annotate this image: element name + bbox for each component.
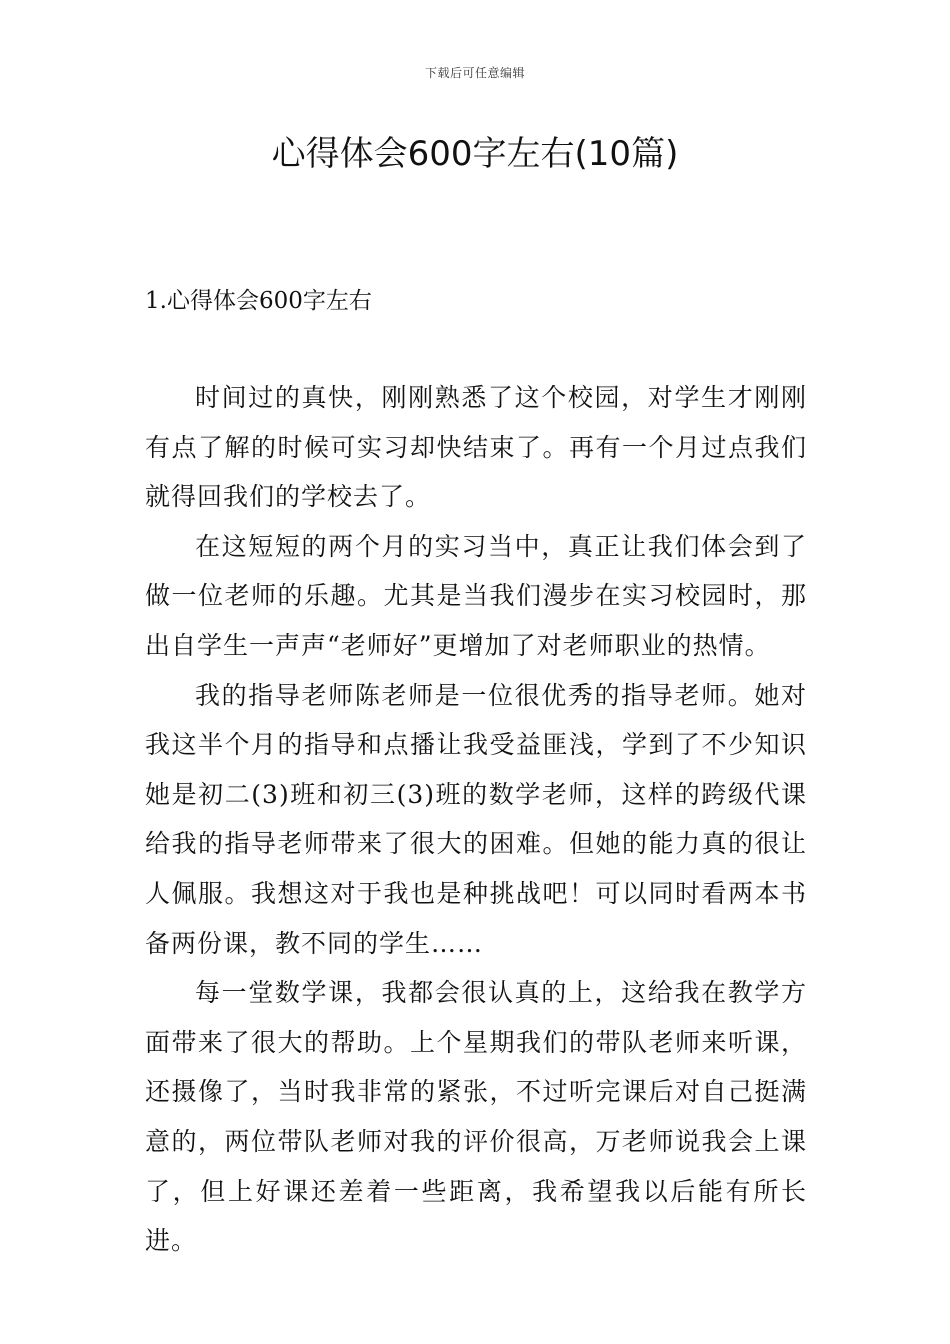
body-text xyxy=(145,373,807,1266)
document-title: 心得体会600字左右(10篇) xyxy=(271,134,679,174)
paragraph: 我的指导老师陈老师是一位很优秀的指导老师。她对我这半个月的指导和点播让我受益匪浅，学到了不少知识她是初二(3)班和初三(3)班的数学老师，这样的跨级代课给我的指导老师带来了很大的困难。但她的能力真的很让人佩服。我想这对于我也是种挑战吧！可以同时看两本书备两份课，教不同的学生…… xyxy=(145,680,807,958)
header-note: 下载后可任意编辑 xyxy=(424,66,525,80)
paragraph: 时间过的真快，刚刚熟悉了这个校园，对学生才刚刚有点了解的时候可实习却快结束了。再有一个月过点我们就得回我们的学校去了。 xyxy=(145,383,807,512)
section-heading: 1.心得体会600字左右 xyxy=(145,288,372,314)
paragraph: 在这短短的两个月的实习当中，真正让我们体会到了做一位老师的乐趣。尤其是当我们漫步在实习校园时，那出自学生一声声“老师好”更增加了对老师职业的热情。 xyxy=(145,531,807,660)
paragraph: 每一堂数学课，我都会很认真的上，这给我在教学方面带来了很大的帮助。上个星期我们的带队老师来听课，还摄像了，当时我非常的紧张，不过听完课后对自己挺满意的，两位带队老师对我的评价很高，万老师说我会上课了，但上好课还差着一些距离，我希望我以后能有所长进。 xyxy=(145,978,807,1256)
